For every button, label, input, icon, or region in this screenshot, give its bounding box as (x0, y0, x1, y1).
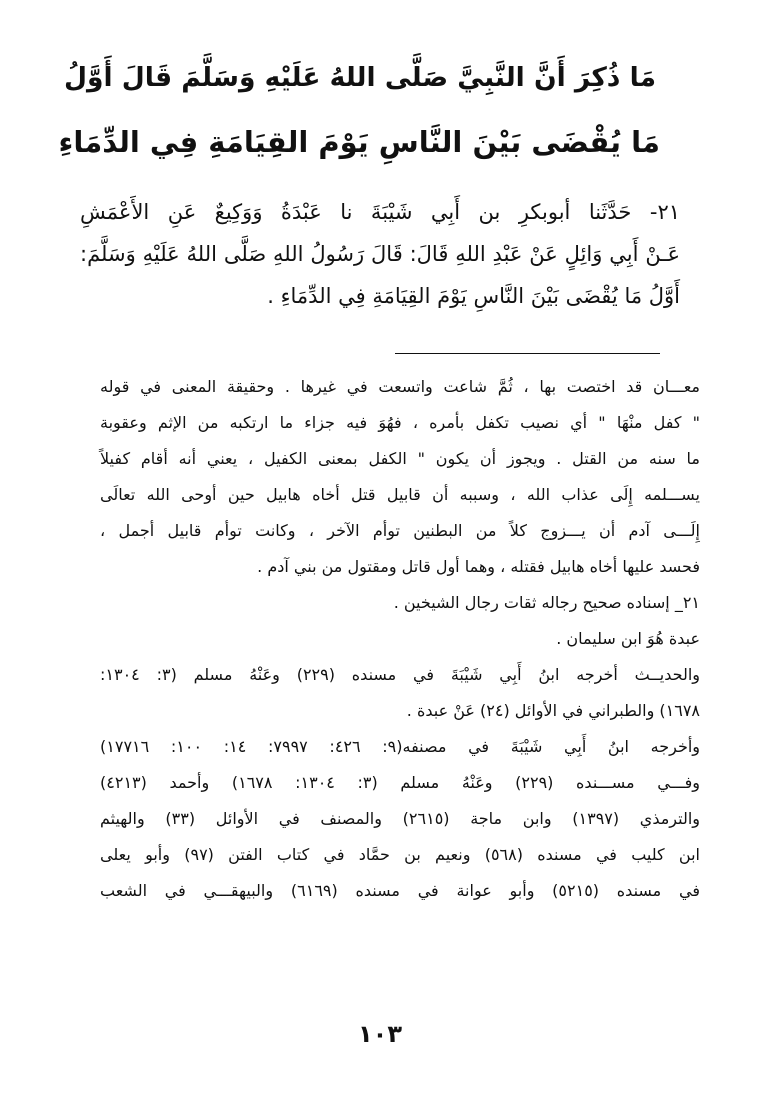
footnote-line-8: عبدة هُوَ ابن سليمان . (556, 629, 700, 648)
chapter-title-line-1: مَا ذُكِرَ أَنَّ النَّبِيَّ صَلَّى اللهُ عَلَيْهِ وَسَلَّمَ قَالَ أَوَّلُ (63, 62, 656, 93)
footnote-line-7: ٢١_ إسناده صحيح رجاله ثقات رجال الشيخين . (393, 593, 700, 612)
footnote-line-9: والحديــث أخرجه ابنُ أَبِي شَيْبَةَ في مسنده (٢٢٩) وعَنْهُ مسلم (٣: ١٣٠٤: (100, 665, 700, 684)
footnote-line-11: وأخرجه ابنُ أَبِي شَيْبَةَ في مصنفه(٩: ٤٢٦: ٧٩٩٧: ١٤: ١٠٠: ١٧٧١٦) (100, 737, 701, 756)
footnote-line-2: " كفل منْهَا " أي نصيب تكفل بأمره ، فهُوَ فيه جزاء ما ارتكبه من الإثم وعقوبة (100, 413, 700, 432)
footnote-line-1: معـــان قد اختصت بها ، ثُمَّ شاعت واتسعت في غيرها . وحقيقة المعنى في قوله (100, 377, 700, 396)
footnote-line-15: في مسنده (٥٢١٥) وأبو عوانة في مسنده (٦١٦٩) والبيهقـــي في الشعب (100, 881, 701, 900)
hadith-line-1: ٢١- حَدَّثَنا أبوبكرِ بن أَبِي شَيْبَةَ نا عَبْدَةُ وَوَكِيعٌ عَنِ الأَعْمَشِ (80, 200, 680, 224)
footnote-line-10: ١٦٧٨) والطبراني في الأوائل (٢٤) عَنْ عبدة . (406, 701, 700, 720)
hadith-line-3: أَوَّلُ مَا يُقْضَى بَيْنَ النَّاسِ يَوْمَ القِيَامَةِ فِي الدِّمَاءِ . (267, 284, 680, 308)
footnote-line-4: يســـلمه إِلَى عذاب الله ، وسببه أن قابيل قتل أخاه هابيل حين أوحى الله تعالَى (100, 485, 700, 504)
footnote-separator (395, 353, 660, 354)
footnote-line-5: إِلَـــى آدم أن يـــزوج كلاً من البطنين توأم الآخر ، وكانت توأم قابيل أجمل ، (100, 521, 700, 540)
footnote-line-12: وفـــي مســـنده (٢٢٩) وعَنْهُ مسلم (٣: ١٣٠٤: ١٦٧٨) وأحمد (٤٢١٣) (100, 773, 700, 792)
page-number: ١٠٣ (358, 1020, 402, 1048)
footnote-line-14: ابن كليب في مسنده (٥٦٨) ونعيم بن حمَّاد في كتاب الفتن (٩٧) وأبو يعلى (100, 845, 700, 864)
footnote-line-6: فحسد عليها أخاه هابيل فقتله ، وهما أول قاتل ومقتول من بني آدم . (257, 557, 700, 576)
footnote-line-3: ما سنه من القتل . ويجوز أن يكون " الكفل بمعنى الكفيل ، يعني أنه أقام كفيلاً (100, 449, 700, 468)
hadith-line-2: عَـنْ أَبِي وَائِلٍ عَنْ عَبْدِ اللهِ قَالَ: قَالَ رَسُولُ اللهِ صَلَّى اللهُ عَلَيْهِ وَسَلَّمَ: (80, 242, 680, 266)
footnote-line-13: والترمذي (١٣٩٧) وابن ماجة (٢٦١٥) والمصنف في الأوائل (٣٣) والهيثم (100, 809, 701, 828)
chapter-title-line-2: مَا يُقْضَى بَيْنَ النَّاسِ يَوْمَ القِيَامَةِ فِي الدِّمَاءِ (58, 125, 660, 159)
